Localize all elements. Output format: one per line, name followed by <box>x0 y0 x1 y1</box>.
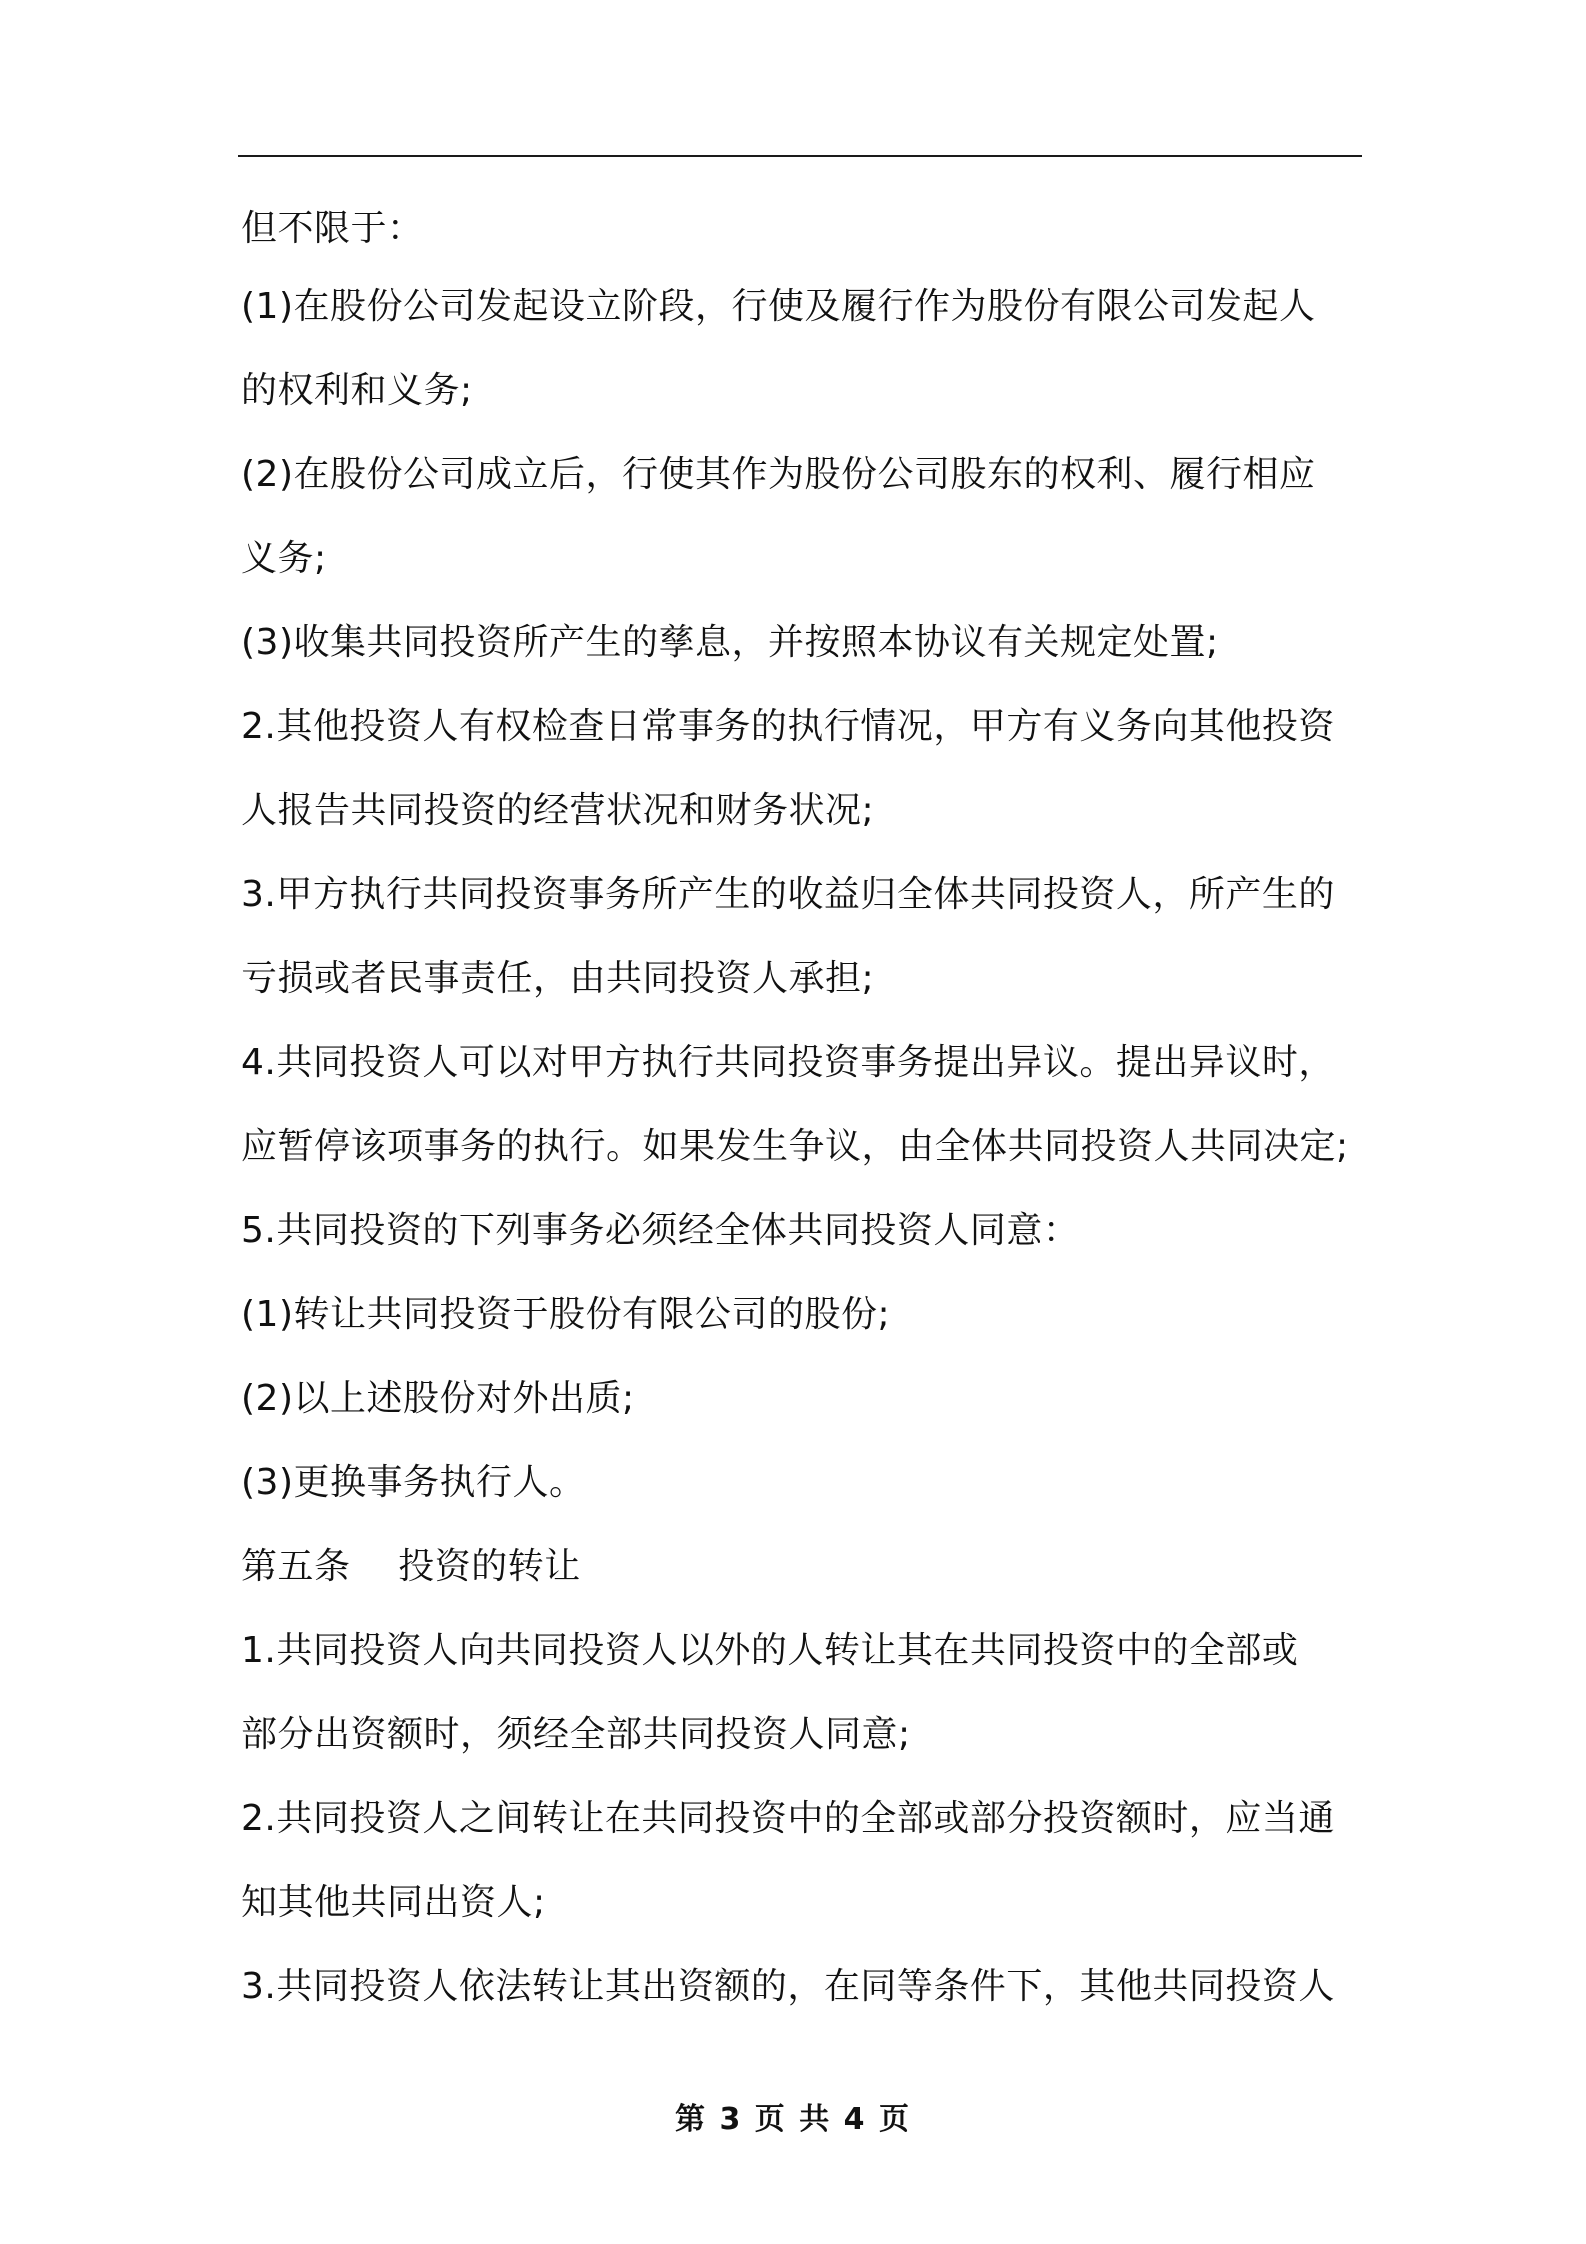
text-line: (2)以上述股份对外出质; <box>241 1378 635 1419</box>
text-line: 3.共同投资人依法转让其出资额的，在同等条件下，其他共同投资人 <box>241 1966 1335 2007</box>
text-line: 4.共同投资人可以对甲方执行共同投资事务提出异议。提出异议时， <box>241 1042 1335 1083</box>
text-line: 义务; <box>241 538 327 579</box>
text-line: 2.共同投资人之间转让在共同投资中的全部或部分投资额时，应当通 <box>241 1798 1335 1839</box>
text-line: 但不限于： <box>241 208 424 249</box>
text-line: (1)在股份公司发起设立阶段，行使及履行作为股份有限公司发起人 <box>241 286 1316 327</box>
text-line: 的权利和义务; <box>241 370 473 411</box>
text-line: 知其他共同出资人; <box>241 1882 546 1923</box>
text-line: 亏损或者民事责任，由共同投资人承担; <box>241 958 875 999</box>
text-line: 3.甲方执行共同投资事务所产生的收益归全体共同投资人，所产生的 <box>241 874 1335 915</box>
text-line: 部分出资额时，须经全部共同投资人同意; <box>241 1714 911 1755</box>
text-line: (2)在股份公司成立后，行使其作为股份公司股东的权利、履行相应 <box>241 454 1316 495</box>
document-body <box>241 193 1366 2029</box>
page-number-footer: 第 3 页 共 4 页 <box>675 2102 911 2137</box>
text-line: 人报告共同投资的经营状况和财务状况; <box>241 790 875 831</box>
text-line: 2.其他投资人有权检查日常事务的执行情况，甲方有义务向其他投资 <box>241 706 1335 747</box>
text-line: 应暂停该项事务的执行。如果发生争议，由全体共同投资人共同决定; <box>241 1126 1349 1167</box>
header-rule <box>238 155 1362 157</box>
text-line: 1.共同投资人向共同投资人以外的人转让其在共同投资中的全部或 <box>241 1630 1299 1671</box>
text-line: (3)更换事务执行人。 <box>241 1462 586 1503</box>
text-line: 5.共同投资的下列事务必须经全体共同投资人同意： <box>241 1210 1080 1251</box>
text-line: (3)收集共同投资所产生的孳息，并按照本协议有关规定处置; <box>241 622 1219 663</box>
text-line: (1)转让共同投资于股份有限公司的股份; <box>241 1294 891 1335</box>
section-heading: 第五条 投资的转让 <box>241 1546 581 1587</box>
